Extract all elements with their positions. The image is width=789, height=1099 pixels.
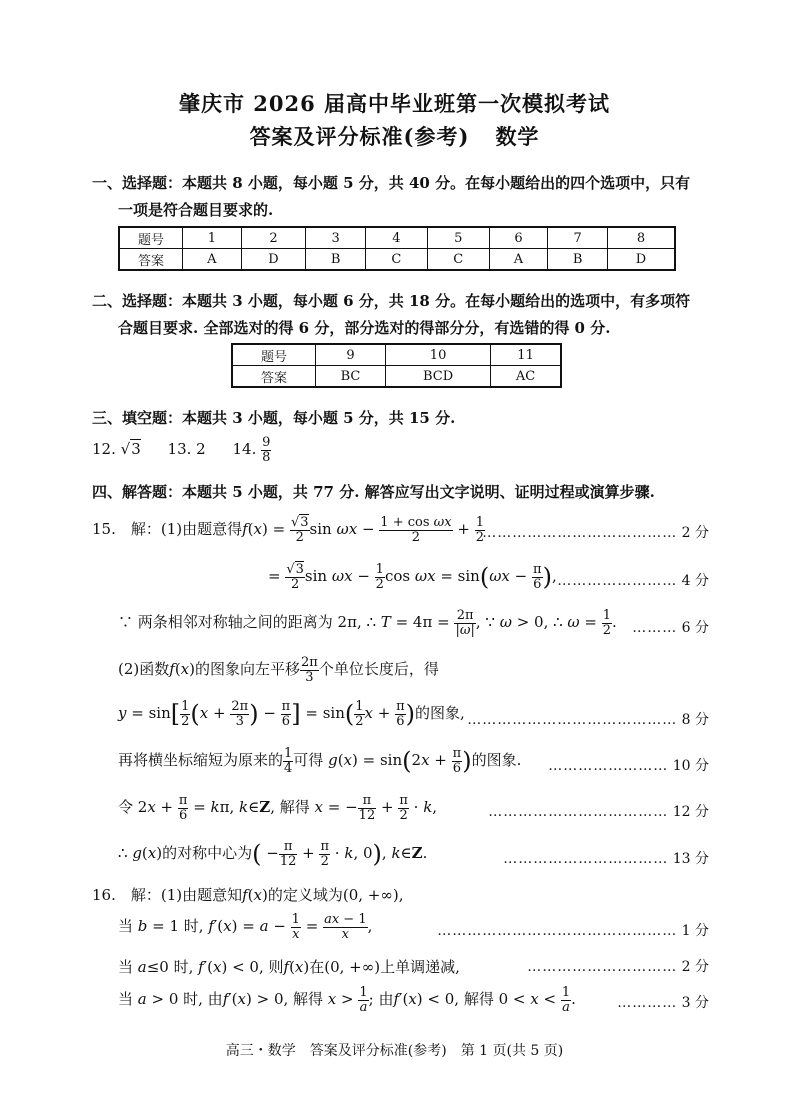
- score-mark: …………………… 4 分: [557, 573, 709, 589]
- q15-step8: ∴ g(x)的对称中心为( − $\frac{\pi}{12}$ + $\frac{\pi}{2}$ · k, 0), k∈Z.: [118, 839, 428, 869]
- table-row-label: 题号: [119, 227, 183, 249]
- score-mark: …………………………………… 8 分: [467, 712, 709, 728]
- subject-label: 数学: [495, 124, 540, 149]
- q16-step4: 当 a > 0 时, 由f′(x) > 0, 解得 x > $\frac{1}{a}$ ; 由f′(x) < 0, 解得 0 < x < $\frac{1}{a}$ .: [118, 985, 576, 1015]
- q16-step1: 16. 解：(1)由题意知f(x)的定义域为(0, +∞),: [92, 886, 404, 904]
- page-title: 肇庆市 2026 届高中毕业班第一次模拟考试: [178, 91, 611, 116]
- part2-heading: 二、选择题：本题共 3 小题，每小题 6 分，共 18 分。在每小题给出的选项中，有多项符: [92, 292, 691, 310]
- q14-answer: $\frac{9}{8}$: [262, 435, 271, 465]
- subtitle-text: 答案及评分标准(参考): [249, 124, 470, 149]
- table-row-label: 答案: [232, 366, 316, 388]
- score-mark: ………………………………… 2 分: [482, 525, 709, 541]
- answer-cell: A: [489, 249, 548, 271]
- question-number: 10: [386, 344, 491, 366]
- page-footer: 高三・数学 答案及评分标准(参考) 第 1 页(共 5 页): [225, 1043, 564, 1059]
- question-number: 8: [608, 227, 676, 249]
- answer-cell: D: [241, 249, 306, 271]
- answer-cell: C: [365, 249, 427, 271]
- q13-answer: 13. 2: [167, 440, 206, 459]
- table-row: [232, 366, 561, 388]
- q16-step3: 当 a≤0 时, f′(x) < 0, 则f(x)在(0, +∞)上单调递减,: [118, 958, 460, 976]
- q12-answer: √3: [120, 440, 141, 459]
- q12-label: 12.: [92, 440, 116, 459]
- part2-heading-cont: 合题目要求. 全部选对的得 6 分，部分选对的得部分分，有选错的得 0 分.: [118, 319, 611, 337]
- part1-heading: 一、选择题：本题共 8 小题，每小题 5 分，共 40 分。在每小题给出的四个选项中，只有: [92, 174, 691, 192]
- score-mark: …………………… 10 分: [548, 758, 709, 774]
- q15-step2: = $\frac{√3}{2}$ sin ωx − $\frac{1}{2}$ cos ωx = sin(ωx − $\frac{\pi}{6}$ ),: [268, 562, 557, 592]
- answer-cell: A: [183, 249, 242, 271]
- q15-step7: 令 2x + $\frac{\pi}{6}$ = kπ, k∈Z, 解得 x = − $\frac{\pi}{12}$ + $\frac{\pi}{2}$ · k,: [118, 793, 438, 823]
- answer-cell: C: [427, 249, 489, 271]
- score-mark: ………… 3 分: [617, 995, 709, 1011]
- fill-blank-answers: [92, 436, 271, 464]
- question-number: 11: [491, 344, 561, 366]
- q15-step5: y = sin[ $\frac{1}{2}$ (x + $\frac{2\pi}{3}$ ) − $\frac{\pi}{6}$ ] = sin( $\frac{1}{2}$ x + $\frac{\pi}{6}$ )的图象,: [118, 699, 465, 729]
- question-number: 5: [427, 227, 489, 249]
- answer-cell: AC: [491, 366, 561, 388]
- question-number: 6: [489, 227, 548, 249]
- part1-heading-cont: 一项是符合题目要求的.: [118, 201, 274, 219]
- score-mark: ………………………………………… 1 分: [437, 923, 709, 939]
- q15-step1: 15. 解：(1)由题意得f(x) = $\frac{√3}{2}$ sin ωx − $\frac{\text{1 + cos ωx}}{2}$ + $\frac{1}{2}$: [92, 515, 484, 545]
- table-row: [119, 227, 675, 249]
- question-number: 3: [306, 227, 366, 249]
- score-mark: ……………………………… 12 分: [488, 804, 709, 820]
- answer-cell: B: [548, 249, 608, 271]
- answer-cell: BC: [316, 366, 386, 388]
- part1-answer-table: [118, 226, 676, 271]
- q15-step4: (2)函数f(x)的图象向左平移 $\frac{2\pi}{3}$ 个单位长度后，得: [118, 655, 439, 685]
- q15-step6: 再将横坐标缩短为原来的 $\frac{1}{4}$ 可得 g(x) = sin(2x + $\frac{\pi}{6}$ )的图象.: [118, 746, 522, 776]
- page-subtitle: [0, 121, 789, 151]
- answer-cell: D: [608, 249, 676, 271]
- part2-answer-table: [231, 343, 562, 388]
- question-number: 7: [548, 227, 608, 249]
- score-mark: …………………………… 13 分: [503, 851, 709, 867]
- q14-label: 14.: [232, 440, 257, 459]
- score-mark: ……… 6 分: [632, 620, 709, 636]
- q16-step2: 当 b = 1 时, f′(x) = a − $\frac{1}{x}$ = $\frac{ax - 1}{x}$ ,: [118, 912, 373, 942]
- table-row: [232, 344, 561, 366]
- answer-cell: BCD: [386, 366, 491, 388]
- score-mark: ………………………… 2 分: [527, 959, 709, 975]
- part3-heading: 三、填空题：本题共 3 小题，每小题 5 分，共 15 分.: [92, 409, 456, 427]
- question-number: 9: [316, 344, 386, 366]
- part4-heading: 四、解答题：本题共 5 小题，共 77 分. 解答应写出文字说明、证明过程或演算步骤.: [92, 483, 655, 501]
- answer-cell: B: [306, 249, 366, 271]
- question-number: 2: [241, 227, 306, 249]
- table-row-label: 答案: [119, 249, 183, 271]
- table-row: [119, 249, 675, 271]
- question-number: 1: [183, 227, 242, 249]
- q15-step3: ∵ 两条相邻对称轴之间的距离为 2π, ∴ T = 4π = $\frac{2\pi}{|\omega|}$ , ∵ ω > 0, ∴ ω = $\frac{1}{2}$ .: [118, 608, 617, 638]
- table-row-label: 题号: [232, 344, 316, 366]
- question-number: 4: [365, 227, 427, 249]
